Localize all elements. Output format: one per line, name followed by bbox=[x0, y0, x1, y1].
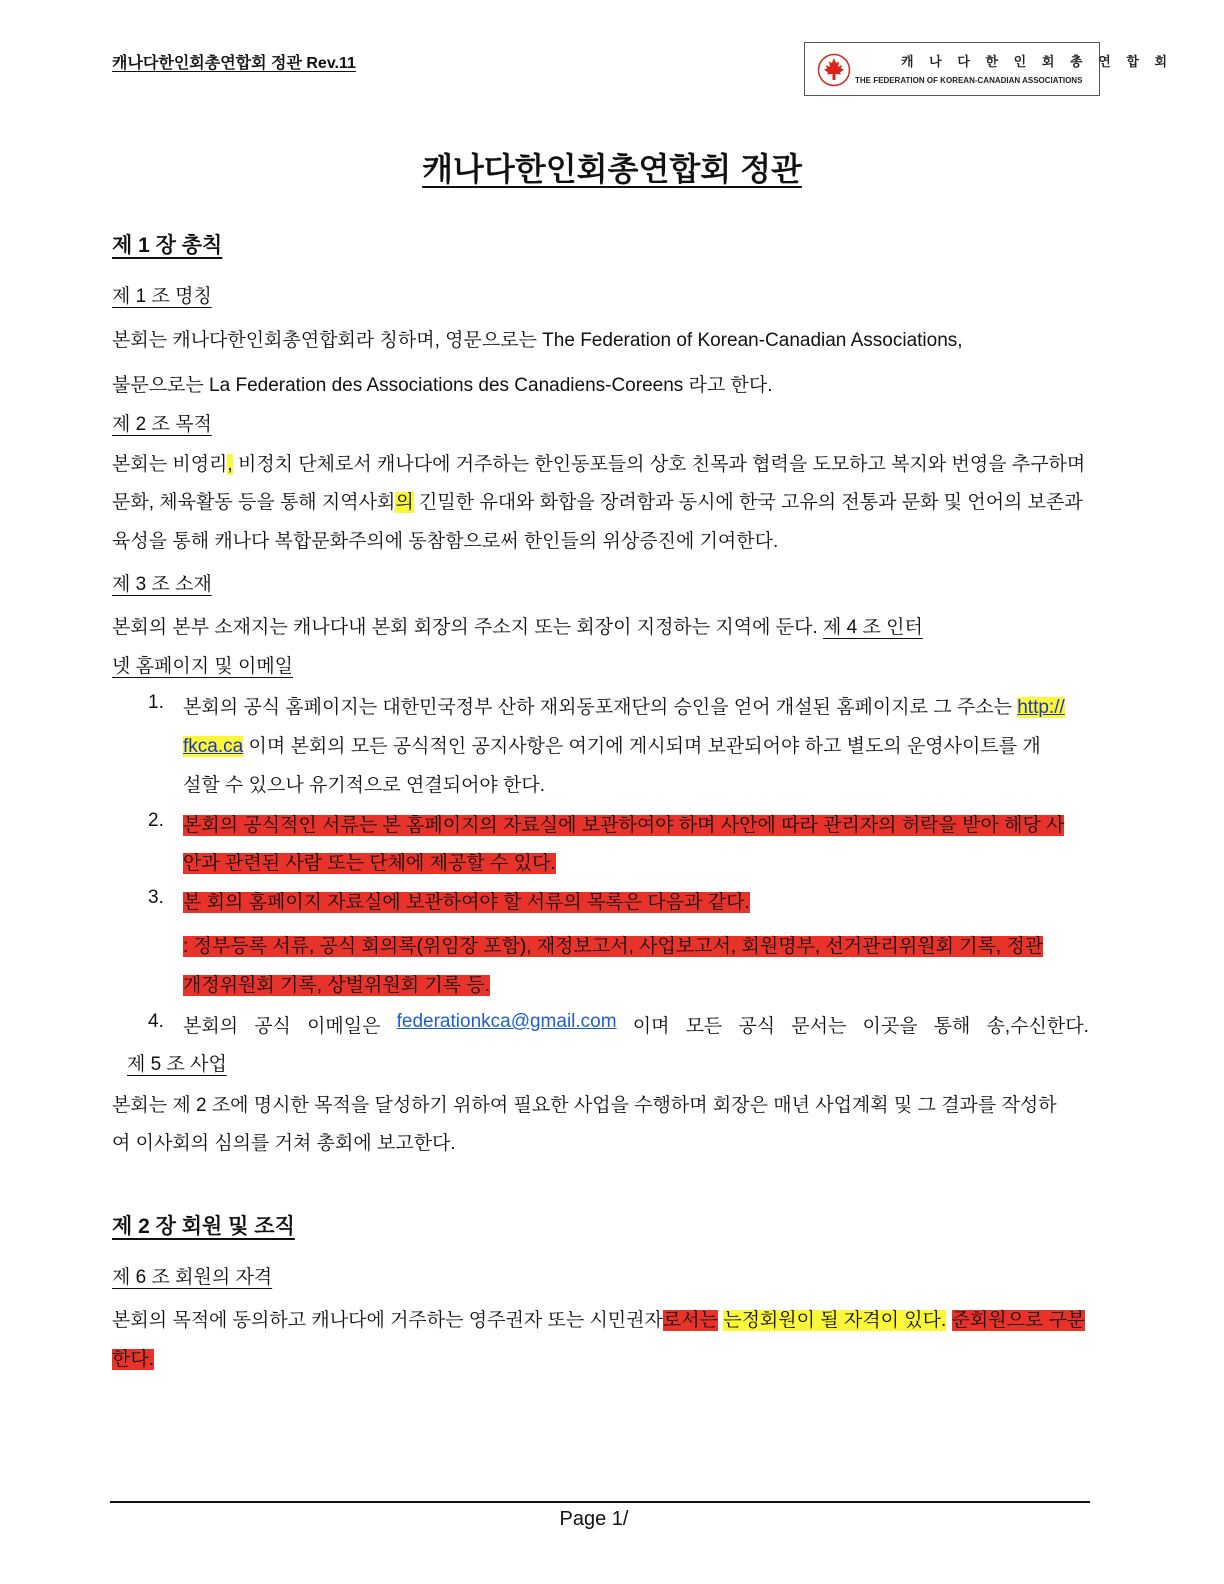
article-4-heading-part-1: 제 4 조 인터 bbox=[823, 617, 923, 638]
article-1-line-2: 불문으로는 La Federation des Associations des Canadiens-Coreens 라고 한다. bbox=[112, 375, 773, 396]
text-run: 본회는 비영리 bbox=[112, 454, 228, 475]
organization-logo bbox=[804, 42, 1174, 96]
text-run: 공식 bbox=[254, 1016, 291, 1037]
article-6-heading: 제 6 조 회원의 자격 bbox=[112, 1267, 273, 1288]
text-run bbox=[946, 1310, 951, 1331]
article-1-heading: 제 1 조 명칭 bbox=[112, 286, 212, 307]
list-item-2-line-2 bbox=[183, 848, 556, 875]
highlight-yellow: , bbox=[227, 454, 233, 475]
homepage-link-continued[interactable]: fkca.ca bbox=[183, 736, 244, 757]
article-5-heading: 제 5 조 사업 bbox=[127, 1054, 227, 1075]
chapter-1-heading: 제 1 장 총칙 bbox=[112, 234, 223, 257]
article-5-line-1: 본회는 제 2 조에 명시한 목적을 달성하기 위하여 필요한 사업을 수행하며 회장은 매년 사업계획 및 그 결과를 작성하 bbox=[112, 1095, 1057, 1116]
highlight-red: 로서는 bbox=[662, 1310, 718, 1331]
article-3-heading: 제 3 조 소재 bbox=[112, 574, 212, 595]
text-run: 이며 bbox=[632, 1016, 670, 1037]
list-item-number: 2. bbox=[148, 810, 164, 831]
maple-leaf-icon bbox=[817, 53, 851, 87]
text-run: 송,수신한다. bbox=[986, 1016, 1089, 1037]
highlight-red: 본회의 공식적인 서류는 본 홈페이지의 자료실에 보관하여야 하며 사안에 따라 관리자의 허락을 받아 해당 사 bbox=[183, 815, 1065, 836]
highlight-yellow: 는 bbox=[723, 1310, 742, 1331]
highlight-red: : 정부등록 서류, 공식 회의록(위임장 포함), 재정보고서, 사업보고서, 회원명부, 선거관리위원회 기록, 정관 bbox=[183, 936, 1044, 957]
text-run: 통해 bbox=[933, 1016, 971, 1037]
highlight-red: 개정위원회 기록, 상벌위원회 기록 등. bbox=[183, 975, 490, 996]
chapter-2-heading: 제 2 장 회원 및 조직 bbox=[112, 1215, 295, 1238]
list-item-3-line-2 bbox=[183, 931, 1043, 958]
text-run: 이메일은 bbox=[307, 1016, 381, 1037]
list-item-4-line-1 bbox=[183, 1011, 1089, 1038]
page-title-text: 캐나다한인회총연합회 정관 bbox=[422, 151, 802, 187]
page-title bbox=[0, 144, 1224, 190]
list-item-1-line-3: 설할 수 있으나 유기적으로 연결되어야 한다. bbox=[183, 775, 546, 796]
article-2-line-2 bbox=[112, 487, 1083, 514]
highlight-red: 안과 관련된 사람 또는 단체에 제공할 수 있다. bbox=[183, 853, 556, 874]
text-run: 이며 본회의 모든 공식적인 공지사항은 여기에 게시되며 보관되어야 하고 별도의 운영사이트를 개 bbox=[243, 736, 1041, 757]
text-run: 이곳을 bbox=[862, 1016, 918, 1037]
article-6-line-2 bbox=[112, 1344, 154, 1371]
highlight-red: 본 회의 홈페이지 자료실에 보관하여야 할 서류의 목록은 다음과 같다. bbox=[183, 892, 750, 913]
list-item-number: 4. bbox=[148, 1011, 164, 1032]
article-1-line-1: 본회는 캐나다한인회총연합회라 칭하며, 영문으로는 The Federation of Korean-Canadian Associations, bbox=[112, 330, 963, 351]
article-3-text bbox=[112, 612, 923, 639]
highlight-yellow: 의 bbox=[395, 492, 414, 513]
footer-divider bbox=[110, 1501, 1090, 1503]
highlight-red: 준회원으로 구분 bbox=[951, 1310, 1086, 1331]
article-6-line-1 bbox=[112, 1305, 1085, 1332]
text-run: 긴밀한 유대와 화합을 장려함과 동시에 한국 고유의 전통과 문화 및 언어의 보존과 bbox=[413, 492, 1083, 513]
article-2-line-1 bbox=[112, 449, 1085, 476]
list-item-1-line-2 bbox=[183, 731, 1041, 758]
homepage-link[interactable]: http:// bbox=[1017, 697, 1065, 718]
text-run: 본회의 목적에 동의하고 캐나다에 거주하는 영주권자 또는 시민권자 bbox=[112, 1310, 663, 1331]
text-run: 본회의 공식 홈페이지는 대한민국정부 산하 재외동포재단의 승인을 얻어 개설된 홈페이지로 그 주소는 bbox=[183, 697, 1018, 718]
text-run: 공식 bbox=[738, 1016, 776, 1037]
document-tag: 캐나다한인회총연합회 정관 Rev.11 bbox=[112, 55, 356, 72]
list-item-number: 1. bbox=[148, 692, 164, 713]
email-link[interactable]: federationkca@gmail.com bbox=[396, 1011, 617, 1032]
text-run: 본회의 본부 소재지는 캐나다내 본회 회장의 주소지 또는 회장이 지정하는 지역에 둔다. bbox=[112, 617, 824, 638]
article-5-line-2: 여 이사회의 심의를 거쳐 총회에 보고한다. bbox=[112, 1133, 456, 1154]
article-2-line-3: 육성을 통해 캐나다 복합문화주의에 동참함으로써 한인들의 위상증진에 기여한다. bbox=[112, 531, 779, 552]
text-run: 문화, 체육활동 등을 통해 지역사회 bbox=[112, 492, 396, 513]
text-run: 문서는 bbox=[791, 1016, 847, 1037]
article-4-heading-part-2: 넷 홈페이지 및 이메일 bbox=[112, 656, 294, 677]
logo-name-english: THE FEDERATION OF KOREAN-CANADIAN ASSOCIATIONS bbox=[855, 76, 1083, 85]
highlight-yellow: 정회원이 될 자격이 있다. bbox=[741, 1310, 947, 1331]
list-item-3-line-1 bbox=[183, 887, 750, 914]
page-number: Page 1/ bbox=[559, 1508, 629, 1530]
list-item-1-line-1 bbox=[183, 692, 1065, 719]
logo-name-korean: 캐 나 다 한 인 회 총 연 합 회 bbox=[901, 54, 1174, 69]
article-2-heading: 제 2 조 목적 bbox=[112, 414, 212, 435]
text-run: 본회의 bbox=[183, 1016, 239, 1037]
list-item-3-line-3 bbox=[183, 970, 490, 997]
list-item-2-line-1 bbox=[183, 810, 1064, 837]
highlight-red: 한다. bbox=[112, 1349, 154, 1370]
list-item-number: 3. bbox=[148, 887, 164, 908]
text-run: 비정치 단체로서 캐나다에 거주하는 한인동포들의 상호 친목과 협력을 도모하고 복지와 번영을 추구하며 bbox=[232, 454, 1086, 475]
text-run: 모든 bbox=[685, 1016, 723, 1037]
